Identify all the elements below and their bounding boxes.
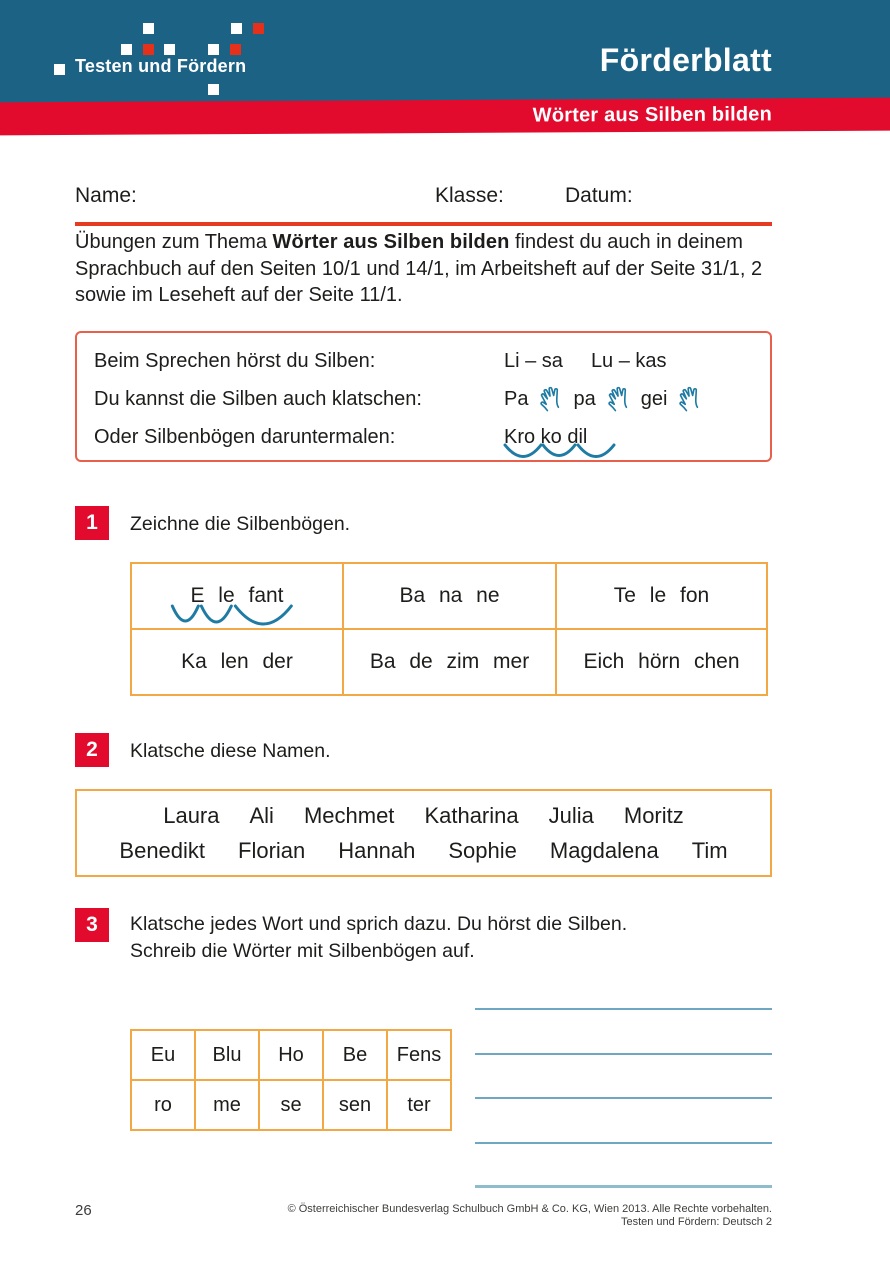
logo-text: Testen und Fördern bbox=[75, 56, 247, 76]
task-instruction-line: Klatsche jedes Wort und sprich dazu. Du hörst die Silben. bbox=[130, 913, 628, 935]
name-item: Sophie bbox=[448, 837, 517, 863]
task-number-badge: 1 bbox=[75, 506, 109, 540]
example-word: Lu – kas bbox=[590, 349, 667, 372]
table-cell bbox=[387, 1080, 451, 1130]
logo-square bbox=[230, 44, 241, 55]
example-syllable: pa bbox=[573, 387, 596, 410]
table-cell bbox=[195, 1030, 259, 1080]
table-cell bbox=[131, 1030, 195, 1080]
info-row-label: Beim Sprechen hörst du Silben: bbox=[94, 349, 376, 372]
date-label: Datum: bbox=[565, 184, 633, 207]
table-cell bbox=[259, 1080, 323, 1130]
info-row-example bbox=[504, 386, 712, 413]
table-cell bbox=[387, 1030, 451, 1080]
task-number-badge: 3 bbox=[75, 908, 109, 942]
name-item: Ali bbox=[249, 802, 274, 828]
clapping-hand-icon bbox=[535, 383, 567, 415]
copyright-note bbox=[288, 1203, 772, 1228]
syllable: se bbox=[280, 1093, 302, 1116]
example-word: Kro ko dil bbox=[504, 425, 588, 448]
class-label: Klasse: bbox=[435, 184, 504, 207]
table-cell bbox=[131, 563, 343, 629]
name-item: Katharina bbox=[424, 802, 519, 828]
table-cell bbox=[259, 1030, 323, 1080]
names-line bbox=[77, 803, 770, 829]
syllable-word: Eich hörn chen bbox=[583, 650, 740, 673]
syllable-word: Ba de zim mer bbox=[369, 650, 530, 673]
info-row-label: Oder Silbenbögen daruntermalen: bbox=[94, 425, 396, 448]
answer-line bbox=[475, 1097, 772, 1099]
syllable: me bbox=[213, 1093, 241, 1116]
info-row-clap-syllables bbox=[94, 382, 760, 416]
syllable-word: Te le fon bbox=[613, 584, 710, 607]
clapping-hand-icon bbox=[674, 383, 706, 415]
syllable-arcs-icon bbox=[167, 604, 301, 630]
logo-square bbox=[208, 84, 219, 95]
info-row-syllable-arcs bbox=[94, 420, 760, 454]
table-cell bbox=[343, 563, 556, 629]
info-row-label: Du kannst die Silben auch klatschen: bbox=[94, 387, 422, 410]
syllable-words-table bbox=[130, 562, 768, 696]
name-item: Florian bbox=[238, 837, 306, 863]
logo bbox=[0, 0, 300, 104]
name-label: Name: bbox=[75, 184, 137, 207]
name-item: Hannah bbox=[338, 837, 416, 863]
table-cell bbox=[195, 1080, 259, 1130]
answer-line bbox=[475, 1008, 772, 1010]
syllable: Eu bbox=[150, 1043, 176, 1066]
syllable-parts-table bbox=[130, 1029, 452, 1131]
logo-square bbox=[121, 44, 132, 55]
syllable-word: Ba na ne bbox=[399, 584, 500, 607]
syllable-word: E le fant bbox=[190, 584, 284, 607]
table-cell bbox=[556, 629, 767, 695]
copyright-line: © Österreichischer Bundesverlag Schulbuch GmbH & Co. KG, Wien 2013. Alle Rechte vorbehalten. bbox=[287, 1203, 772, 1215]
intro-paragraph bbox=[75, 229, 789, 309]
task-instruction: Zeichne die Silbenbögen. bbox=[130, 513, 351, 535]
syllable: Fens bbox=[396, 1043, 442, 1066]
task-number-badge: 2 bbox=[75, 733, 109, 767]
info-row-hear-syllables bbox=[94, 344, 760, 378]
syllable: Blu bbox=[212, 1043, 242, 1066]
intro-text-after: findest du auch in deinem Sprachbuch auf den Seiten 10/1 und 14/1, im Arbeitsheft auf der Seite 31/1, 2 sowie im Leseheft auf der Seite 11/1. bbox=[75, 231, 763, 306]
task-instruction bbox=[130, 911, 627, 965]
syllable: Be bbox=[342, 1043, 368, 1066]
example-syllable: gei bbox=[640, 387, 668, 410]
table-cell bbox=[323, 1030, 387, 1080]
name-item: Julia bbox=[548, 802, 594, 828]
table-cell bbox=[556, 563, 767, 629]
syllable: ter bbox=[407, 1093, 431, 1116]
page-number: 26 bbox=[75, 1202, 92, 1219]
page-title: Förderblatt bbox=[599, 42, 772, 78]
info-row-example bbox=[504, 426, 587, 449]
syllable-word: Ka len der bbox=[181, 650, 293, 673]
copyright-line: Testen und Fördern: Deutsch 2 bbox=[620, 1215, 772, 1228]
table-cell bbox=[323, 1080, 387, 1130]
syllable-arcs-icon bbox=[501, 443, 623, 461]
logo-square bbox=[143, 44, 154, 55]
logo-square bbox=[253, 23, 264, 34]
table-cell bbox=[343, 629, 556, 695]
topic-band-label: Wörter aus Silben bilden bbox=[532, 103, 773, 127]
syllable: ro bbox=[154, 1093, 172, 1116]
name-item: Mechmet bbox=[303, 802, 395, 828]
answer-line bbox=[475, 1142, 772, 1144]
answer-line bbox=[475, 1185, 772, 1188]
clapping-hand-icon bbox=[602, 383, 634, 415]
names-line bbox=[77, 838, 770, 864]
logo-square bbox=[164, 44, 175, 55]
syllable: Ho bbox=[278, 1043, 304, 1066]
logo-square bbox=[208, 44, 219, 55]
name-item: Magdalena bbox=[549, 837, 659, 863]
table-cell bbox=[131, 629, 343, 695]
topic-band bbox=[0, 98, 890, 136]
intro-text-before: Übungen zum Thema bbox=[75, 231, 273, 253]
logo-square bbox=[231, 23, 242, 34]
task-instruction-line: Schreib die Wörter mit Silbenbögen auf. bbox=[130, 940, 475, 962]
answer-line bbox=[475, 1053, 772, 1055]
logo-square bbox=[143, 23, 154, 34]
name-row-underline bbox=[75, 222, 772, 226]
example-word: Li – sa bbox=[504, 349, 563, 372]
task-instruction: Klatsche diese Namen. bbox=[130, 740, 331, 762]
info-row-example bbox=[504, 350, 695, 373]
name-item: Tim bbox=[691, 837, 728, 863]
name-item: Laura bbox=[163, 802, 220, 828]
names-box bbox=[75, 789, 772, 877]
example-syllable: Pa bbox=[504, 387, 529, 410]
table-cell bbox=[131, 1080, 195, 1130]
intro-text-bold: Wörter aus Silben bilden bbox=[272, 231, 510, 253]
name-item: Moritz bbox=[623, 802, 684, 828]
info-box bbox=[75, 331, 772, 462]
name-item: Benedikt bbox=[119, 837, 206, 863]
syllable: sen bbox=[338, 1093, 372, 1116]
logo-square bbox=[54, 64, 65, 75]
